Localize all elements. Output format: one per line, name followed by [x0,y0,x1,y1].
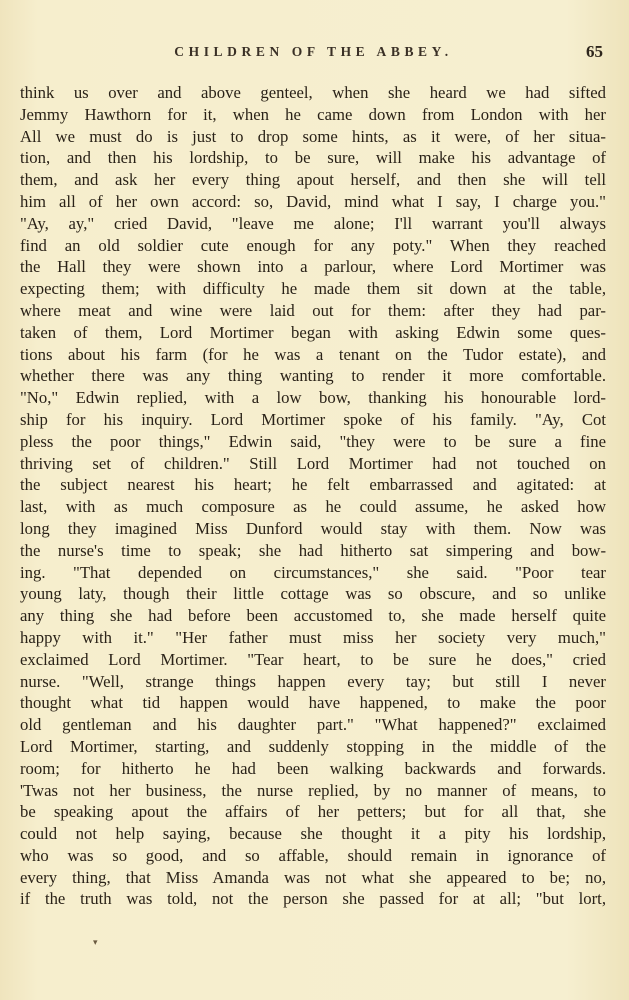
text-line: them, and ask her every thing apout herself, and then she will tell [20,170,606,190]
text-line: tion, and then his lordship, to be sure, will make his advantage of [20,148,606,168]
text-line: pless the poor things," Edwin said, "they were to be sure a fine [20,431,606,451]
text-line: every thing, that Miss Amanda was not what she appeared to be; no, [20,867,606,887]
text-line: long they imagined Miss Dunford would stay with them. Now was [20,518,606,538]
text-line: thought what tid happen would have happened, to make the poor [20,693,606,713]
running-head: CHILDREN OF THE ABBEY. [174,44,453,59]
text-line: be speaking apout the affairs of her petters; but for all that, she [20,802,606,822]
text-line: expecting them; with difficulty he made them sit down at the table, [20,279,606,299]
text-line: find an old soldier cute enough for any poty." When they reached [20,235,606,255]
page-header [20,42,607,66]
text-line: "No," Edwin replied, with a low bow, thanking his honourable lord- [20,388,606,408]
text-line: thriving set of children." Still Lord Mortimer had not touched on [20,453,606,473]
text-line: him all of her own accord: so, David, mind what I say, I charge you." [20,191,606,211]
text-line: All we must do is just to drop some hints, as it were, of her situa- [20,126,606,146]
text-line: "Ay, ay," cried David, "leave me alone; I'll warrant you'll always [20,213,606,233]
text-line: Jemmy Hawthorn for it, when he came down from London with her [20,104,606,124]
text-line: whether there was any thing wanting to render it more comfortable. [20,366,606,386]
text-line: the subject nearest his heart; he felt embarrassed and agitated: at [20,475,606,495]
text-line: taken of them, Lord Mortimer began with asking Edwin some ques- [20,322,606,342]
text-line: ing. "That depended on circumstances," she said. "Poor tear [20,562,606,582]
text-line: young laty, though their little cottage was so obscure, and so unlike [20,584,606,604]
text-line: nurse. "Well, strange things happen every tay; but still I never [20,671,606,691]
text-line: tions about his farm (for he was a tenant on the Tudor estate), and [20,344,606,364]
text-line: Lord Mortimer, starting, and suddenly stopping in the middle of the [20,736,606,756]
text-line: 'Twas not her business, the nurse replied, by no manner of means, to [20,780,606,800]
text-line: exclaimed Lord Mortimer. "Tear heart, to be sure he does," cried [20,649,606,669]
body-text [20,82,606,910]
text-line: happy with it." "Her father must miss her society very much," [20,627,606,647]
text-line: ship for his inquiry. Lord Mortimer spoke of his family. "Ay, Cot [20,409,606,429]
text-line: last, with as much composure as he could assume, he asked how [20,497,606,517]
text-line: the Hall they were shown into a parlour, where Lord Mortimer was [20,257,606,277]
text-line: who was so good, and so affable, should remain in ignorance of [20,845,606,865]
text-line: could not help saying, because she thought it a pity his lordship, [20,824,606,844]
text-line: where meat and wine were laid out for them: after they had par- [20,300,606,320]
text-line: any thing she had before been accustomed to, she made herself quite [20,606,606,626]
text-line: if the truth was told, not the person she passed for at all; "but lort, [20,889,606,909]
text-line: old gentleman and his daughter part." "What happened?" exclaimed [20,715,606,735]
text-line: room; for hitherto he had been walking backwards and forwards. [20,758,606,778]
text-line: the nurse's time to speak; she had hitherto sat simpering and bow- [20,540,606,560]
printer-mark: ▾ [93,938,98,948]
text-line: think us over and above genteel, when she heard we had sifted [20,83,606,102]
page-number: 65 [586,42,603,61]
